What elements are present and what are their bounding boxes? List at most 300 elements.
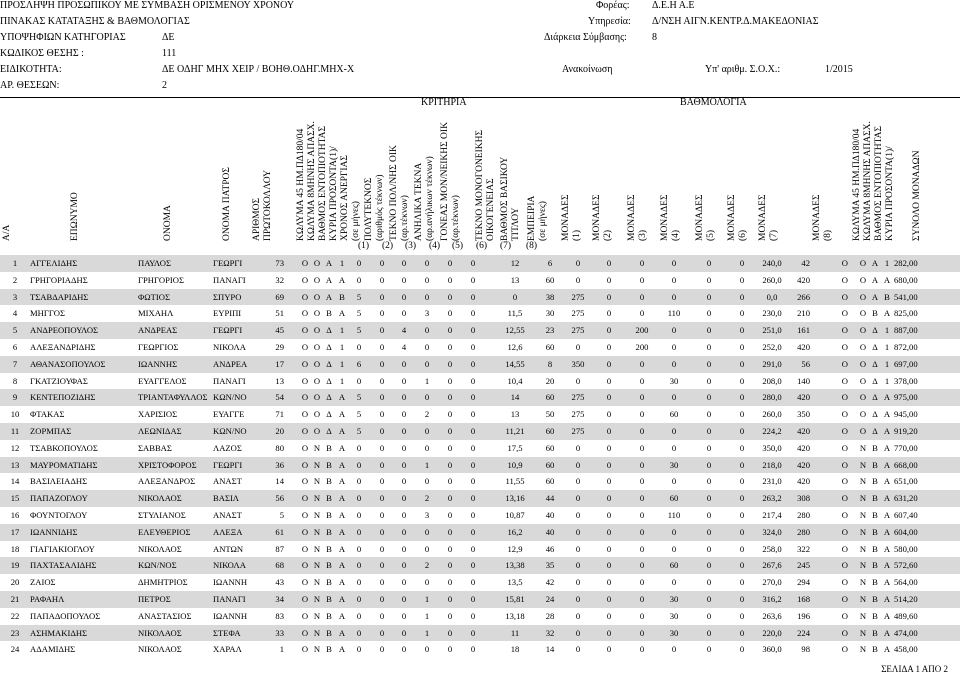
cell-k2c: Α [883,560,891,571]
table-row [0,507,960,524]
cell-m8a: 420 [797,274,810,285]
cell-m1: 0 [575,560,581,571]
cell-k1d: Α [338,442,346,453]
cell-name: ΣΑΒΒΑΣ [138,442,172,453]
cell-protocol: 68 [275,560,284,571]
cell-m6: 0 [739,543,745,554]
criterion-number-5: (5) [452,241,464,251]
cell-m5: 0 [706,258,712,268]
cell-father: ΠΑΝΑΓΙ [213,274,246,285]
cell-c5: 0 [447,325,453,336]
cell-k1b: Ο [313,342,321,352]
cell-k1c: Β [326,644,332,655]
cell-father: ΑΝΔΡΕΑ [213,358,248,369]
cell-k1b: Ν [313,644,321,655]
cell-c7: 13,18 [505,610,525,621]
col-kolyma-primary-line-3: ΒΑΘΜΟΣ ΕΝΤΟΠΙΟΤΗΤΑΣ [318,125,328,241]
cell-c5: 0 [447,308,453,319]
cell-m8b: Ο [841,510,848,520]
cell-m5: 0 [706,325,712,336]
cell-c5: 0 [447,526,453,537]
cell-m7: 260,0 [762,409,782,420]
cell-m8b: Ο [841,543,848,554]
cell-m6: 0 [739,308,745,319]
cell-m5: 0 [706,426,712,436]
cell-k2c: 1 [884,342,890,352]
cell-m4: 0 [671,426,677,436]
cell-k2a: Ο [859,291,867,302]
cell-m7: 220,0 [762,627,782,638]
cell-m5: 0 [706,442,712,453]
cell-m4: 0 [671,342,677,352]
cell-m4: 0 [671,258,677,268]
cell-m7: 270,0 [762,577,782,588]
cell-m2: 0 [606,375,612,386]
cell-m1: 275 [571,325,585,336]
cell-k1a: Ο [301,644,309,655]
cell-father: ΑΝΤΩΝ [213,543,244,554]
cell-k1d: 1 [339,342,345,352]
cell-m5: 0 [706,342,712,352]
cell-c2: 0 [379,426,385,436]
cell-k2c: Α [883,627,891,638]
cell-k1c: Δ [326,342,332,352]
cell-father: ΙΩΑΝΝΗ [213,610,248,621]
cell-c5: 0 [447,560,453,571]
cell-name: ΜΙΧΑΗΛ [138,308,174,319]
cell-k1c: Δ [326,325,332,336]
cell-aa: 10 [10,409,20,420]
document-title: ΠΡΟΣΛΗΨΗ ΠΡΟΣΩΠΙΚΟΥ ΜΕ ΣΥΜΒΑΣΗ ΟΡΙΣΜΕΝΟΥ ΧΡΟΝΟΥ [0,0,295,11]
table-row [0,641,960,658]
cell-c1: 5 [356,308,362,319]
cell-m4: 0 [671,476,677,487]
cell-c1: 0 [356,375,362,386]
cell-father: ΝΙΚΟΛΑ [213,560,246,571]
cell-k2d: 607,40 [894,510,918,520]
approval-value: 1/2015 [825,64,853,75]
cell-k1b: Ο [313,392,321,403]
cell-protocol: 34 [275,594,284,604]
cell-k1a: Ο [301,358,309,369]
cell-c4: 0 [424,342,430,352]
cell-k2a: Ν [859,627,867,638]
table-row [0,541,960,558]
cell-protocol: 83 [275,610,284,621]
cell-k1d: Β [339,291,345,302]
table-row [0,608,960,625]
cell-aa: 11 [10,426,20,436]
cell-k1b: Ο [313,358,321,369]
cell-c7: 17,5 [507,442,523,453]
cell-protocol: 14 [275,476,284,487]
cell-m2: 0 [606,560,612,571]
cell-c2: 0 [379,274,385,285]
cell-name: ΑΝΔΡΕΑΣ [138,325,178,336]
cell-m8a: 140 [797,375,810,386]
cell-k1d: Α [338,308,346,319]
cell-protocol: 17 [275,358,284,369]
cell-k2c: Α [883,493,891,504]
table-row [0,289,960,306]
col-units-4-line-2: (4) [671,229,681,241]
cell-c4: 0 [424,526,430,537]
cell-protocol: 33 [275,627,284,638]
cell-c1: 0 [356,627,362,638]
table-row [0,373,960,390]
cell-c1: 5 [356,291,362,302]
cell-surname: ΖΑΙΟΣ [30,577,56,588]
cell-c8: 24 [545,594,555,604]
cell-surname: ΠΑΧΤΑΣΑΛΙΔΗΣ [30,560,97,571]
cell-c3: 0 [401,358,407,369]
cell-c4: 1 [424,594,430,604]
cell-m1: 0 [575,644,581,655]
cell-protocol: 45 [275,325,284,336]
cell-m7: 260,0 [762,274,782,285]
col-criterion-7-line-1: ΒΑΘΜΟΣ ΒΑΣΙΚΟΥ [500,156,510,241]
cell-m8b: Ο [841,610,848,621]
cell-aa: 12 [10,442,20,453]
cell-c6: 0 [470,459,476,470]
cell-k1d: 1 [339,375,345,386]
cell-k2c: Α [883,442,891,453]
cell-c7: 12,6 [507,342,523,352]
cell-m1: 0 [575,459,581,470]
cell-k1d: Α [338,409,346,420]
category-value: ΔΕ [162,32,175,43]
cell-c6: 0 [470,627,476,638]
cell-c3: 0 [401,409,407,420]
cell-c5: 0 [447,627,453,638]
cell-m1: 0 [575,594,581,604]
cell-m1: 0 [575,274,581,285]
cell-father: ΕΥΑΓΓΕ [213,409,245,420]
cell-k1d: Α [338,560,346,571]
cell-protocol: 51 [275,308,284,319]
table-row [0,389,960,406]
cell-m8b: Ο [841,392,848,403]
cell-k2d: 872,00 [894,342,918,352]
cell-c1: 0 [356,493,362,504]
cell-c4: 0 [424,476,430,487]
cell-m4: 0 [671,543,677,554]
cell-c2: 0 [379,308,385,319]
cell-aa: 1 [12,258,18,268]
cell-c8: 35 [545,560,555,571]
cell-c6: 0 [470,610,476,621]
cell-surname: ΓΙΑΓΙΑΚΙΟΓΛΟΥ [30,543,95,554]
cell-m8b: Ο [841,560,848,571]
cell-name: ΕΥΑΓΓΕΛΟΣ [138,375,187,386]
cell-m2: 0 [606,426,612,436]
cell-k2b: Β [872,627,878,638]
cell-c5: 0 [447,577,453,588]
cell-c3: 0 [401,459,407,470]
cell-m5: 0 [706,358,712,369]
cell-protocol: 36 [275,459,284,470]
cell-m7: 263,6 [762,610,782,621]
cell-surname: ΑΝΔΡΕΟΠΟΥΛΟΣ [30,325,99,336]
cell-protocol: 71 [275,409,284,420]
cell-c6: 0 [470,258,476,268]
cell-c8: 8 [547,358,553,369]
cell-m1: 0 [575,476,581,487]
cell-name: ΔΗΜΗΤΡΙΟΣ [138,577,188,588]
cell-aa: 8 [12,375,18,386]
cell-k1c: Β [326,308,332,319]
cell-m2: 0 [606,627,612,638]
cell-c3: 0 [401,493,407,504]
cell-k2d: 564,00 [894,577,918,588]
cell-k2a: Ν [859,594,867,604]
cell-c3: 4 [401,325,407,336]
cell-surname: ΤΣΑΒΚΟΠΟΥΛΟΣ [30,442,98,453]
cell-m3: 0 [639,459,645,470]
cell-m5: 0 [706,476,712,487]
cell-m8b: Ο [841,594,848,604]
cell-k2d: 489,60 [894,610,918,621]
table-row [0,272,960,289]
cell-k2b: Β [872,644,878,655]
cell-m8a: 420 [797,442,810,453]
cell-k2a: Ν [859,476,867,487]
cell-c4: 0 [424,392,430,403]
cell-m2: 0 [606,308,612,319]
cell-k2d: 919,20 [894,426,918,436]
cell-k2d: 541,00 [894,291,918,302]
cell-k2d: 378,00 [894,375,918,386]
cell-c4: 0 [424,442,430,453]
cell-c7: 15,81 [505,594,525,604]
cell-m3: 0 [639,258,645,268]
cell-aa: 5 [12,325,18,336]
cell-m1: 350 [571,358,585,369]
cell-aa: 17 [10,526,20,537]
cell-father: ΠΑΝΑΓΙ [213,594,246,604]
cell-protocol: 80 [275,442,284,453]
cell-c5: 0 [447,442,453,453]
cell-k1d: Α [338,526,346,537]
cell-k1b: Ν [313,442,321,453]
cell-m2: 0 [606,409,612,420]
cell-k2c: Β [884,291,890,302]
cell-m2: 0 [606,510,612,520]
criterion-number-2: (2) [382,241,394,251]
cell-k2a: Ο [859,358,867,369]
cell-m8b: Ο [841,375,848,386]
cell-m4: 0 [671,325,677,336]
cell-m6: 0 [739,610,745,621]
cell-m4: 0 [671,291,677,302]
position-code-label: ΚΩΔΙΚΟΣ ΘΕΣΗΣ : [0,48,84,59]
specialty-value: ΔΕ ΟΔΗΓ ΜΗΧ ΧΕΙΡ / ΒΟΗΘ.ΟΔΗΓ.ΜΗΧ-Χ [162,64,355,75]
cell-k2c: Α [883,543,891,554]
cell-m3: 0 [639,476,645,487]
cell-c2: 0 [379,594,385,604]
cell-k1c: Β [326,610,332,621]
cell-protocol: 32 [275,274,284,285]
cell-c5: 0 [447,258,453,268]
cell-c6: 0 [470,526,476,537]
page-indicator: ΣΕΛΙΔΑ 1 ΑΠΟ 2 [881,664,948,674]
cell-k2c: 1 [884,358,890,369]
cell-m6: 0 [739,627,745,638]
cell-m3: 0 [639,594,645,604]
cell-m6: 0 [739,644,745,655]
cell-m8b: Ο [841,526,848,537]
cell-m3: 200 [635,325,649,336]
table-row [0,305,960,322]
cell-m3: 0 [639,627,645,638]
cell-k1b: Ν [313,493,321,504]
cell-k1d: Α [338,274,346,285]
cell-m8a: 42 [801,258,810,268]
cell-c3: 0 [401,476,407,487]
col-criterion-3-line-2: (αρ.τέκνων) [400,195,410,241]
cell-c2: 0 [379,342,385,352]
cell-m6: 0 [739,577,745,588]
cell-m8a: 280 [797,510,810,520]
cell-k2a: Ν [859,459,867,470]
cell-c3: 0 [401,392,407,403]
cell-m8a: 168 [797,594,810,604]
cell-m5: 0 [706,560,712,571]
cell-m8a: 161 [797,325,810,336]
cell-m1: 0 [575,526,581,537]
cell-m2: 0 [606,493,612,504]
cell-c8: 14 [545,644,555,655]
cell-m8b: Ο [841,476,848,487]
cell-aa: 6 [12,342,18,352]
cell-k1d: 1 [339,258,345,268]
cell-surname: ΓΚΑΤΖΙΟΥΦΑΣ [30,375,88,386]
cell-m8b: Ο [841,493,848,504]
cell-m5: 0 [706,610,712,621]
cell-c3: 0 [401,560,407,571]
cell-k2b: Β [872,560,878,571]
cell-m8b: Ο [841,459,848,470]
cell-m8a: 420 [797,426,810,436]
col-kolyma-secondary-line-1: ΚΩΛΥΜΑ 45 ΗΜ.ΠΔ180/04 [852,128,862,241]
cell-c2: 0 [379,526,385,537]
cell-k2c: Α [883,610,891,621]
announcement-label: Ανακοίνωση [562,64,613,75]
cell-m8b: Ο [841,627,848,638]
cell-protocol: 87 [275,543,284,554]
cell-k1a: Ο [301,274,309,285]
cell-m7: 231,0 [762,476,782,487]
col-units-5-line-2: (5) [706,229,716,241]
cell-m8a: 245 [797,560,810,571]
cell-k1d: Α [338,493,346,504]
cell-m2: 0 [606,644,612,655]
col-criterion-8-line-1: ΕΜΠΕΙΡΙΑ [527,195,537,241]
table-row [0,423,960,440]
cell-c7: 18 [510,644,520,655]
cell-father: ΚΩΝ/ΝΟ [213,392,247,403]
positions-label: ΑΡ. ΘΕΣΕΩΝ: [0,80,60,91]
cell-c7: 14,55 [505,358,525,369]
cell-name: ΛΕΩΝΙΔΑΣ [138,426,182,436]
criterion-number-3: (3) [405,241,417,251]
cell-k1d: Α [338,426,346,436]
cell-k1a: Ο [301,627,309,638]
table-row [0,440,960,457]
cell-c8: 50 [545,409,555,420]
cell-m6: 0 [739,493,745,504]
cell-c3: 0 [401,594,407,604]
cell-m5: 0 [706,510,712,520]
cell-k2a: Ο [859,325,867,336]
cell-c1: 0 [356,459,362,470]
duration-value: 8 [652,32,657,43]
cell-m4: 0 [671,442,677,453]
cell-m7: 324,0 [762,526,782,537]
cell-c7: 13,38 [505,560,525,571]
cell-c1: 0 [356,610,362,621]
cell-m1: 0 [575,543,581,554]
cell-m3: 0 [639,442,645,453]
table-row [0,473,960,490]
cell-c8: 60 [545,442,555,453]
col-criterion-1-line-2: (σε μήνες) [351,201,361,241]
cell-protocol: 5 [279,510,284,520]
cell-m7: 0,0 [766,291,778,302]
cell-k1d: Α [338,644,346,655]
col-units-1-line-1: ΜΟΝΑΔΕΣ [561,194,571,241]
cell-k1d: 1 [339,325,345,336]
cell-m6: 0 [739,258,745,268]
cell-c8: 30 [545,308,555,319]
cell-m4: 60 [669,493,679,504]
table-row [0,490,960,507]
cell-c4: 0 [424,543,430,554]
cell-m1: 275 [571,291,585,302]
cell-c7: 0 [512,291,518,302]
cell-k2a: Ν [859,510,867,520]
cell-k2a: Ο [859,342,867,352]
cell-k1b: Ν [313,510,321,520]
cell-father: ΑΝΑΣΤ [213,476,242,487]
criterion-number-8: (8) [526,241,538,251]
cell-c4: 0 [424,291,430,302]
cell-k2a: Ο [859,426,867,436]
cell-m4: 0 [671,577,677,588]
cell-c5: 0 [447,510,453,520]
cell-k1c: Δ [326,426,332,436]
cell-k2d: 580,00 [894,543,918,554]
cell-c5: 0 [447,493,453,504]
cell-k1b: Ν [313,476,321,487]
col-kolyma-secondary-line-3: ΒΑΘΜΟΣ ΕΝΤΟΠΙΟΤΗΤΑΣ [874,125,884,241]
cell-c8: 40 [545,510,555,520]
cell-k2c: Α [883,644,891,655]
cell-c5: 0 [447,426,453,436]
col-units-2-line-2: (2) [603,229,613,241]
cell-c1: 5 [356,426,362,436]
cell-m5: 0 [706,409,712,420]
cell-k2b: Β [872,610,878,621]
cell-k1b: Ν [313,526,321,537]
cell-m7: 360,0 [762,644,782,655]
cell-k2c: Α [883,308,891,319]
cell-c4: 3 [424,308,430,319]
cell-c8: 60 [545,459,555,470]
approval-label: Υπ' αριθμ. Σ.Ο.Χ.: [705,64,781,75]
cell-father: ΚΩΝ/ΝΟ [213,426,247,436]
cell-c3: 0 [401,375,407,386]
